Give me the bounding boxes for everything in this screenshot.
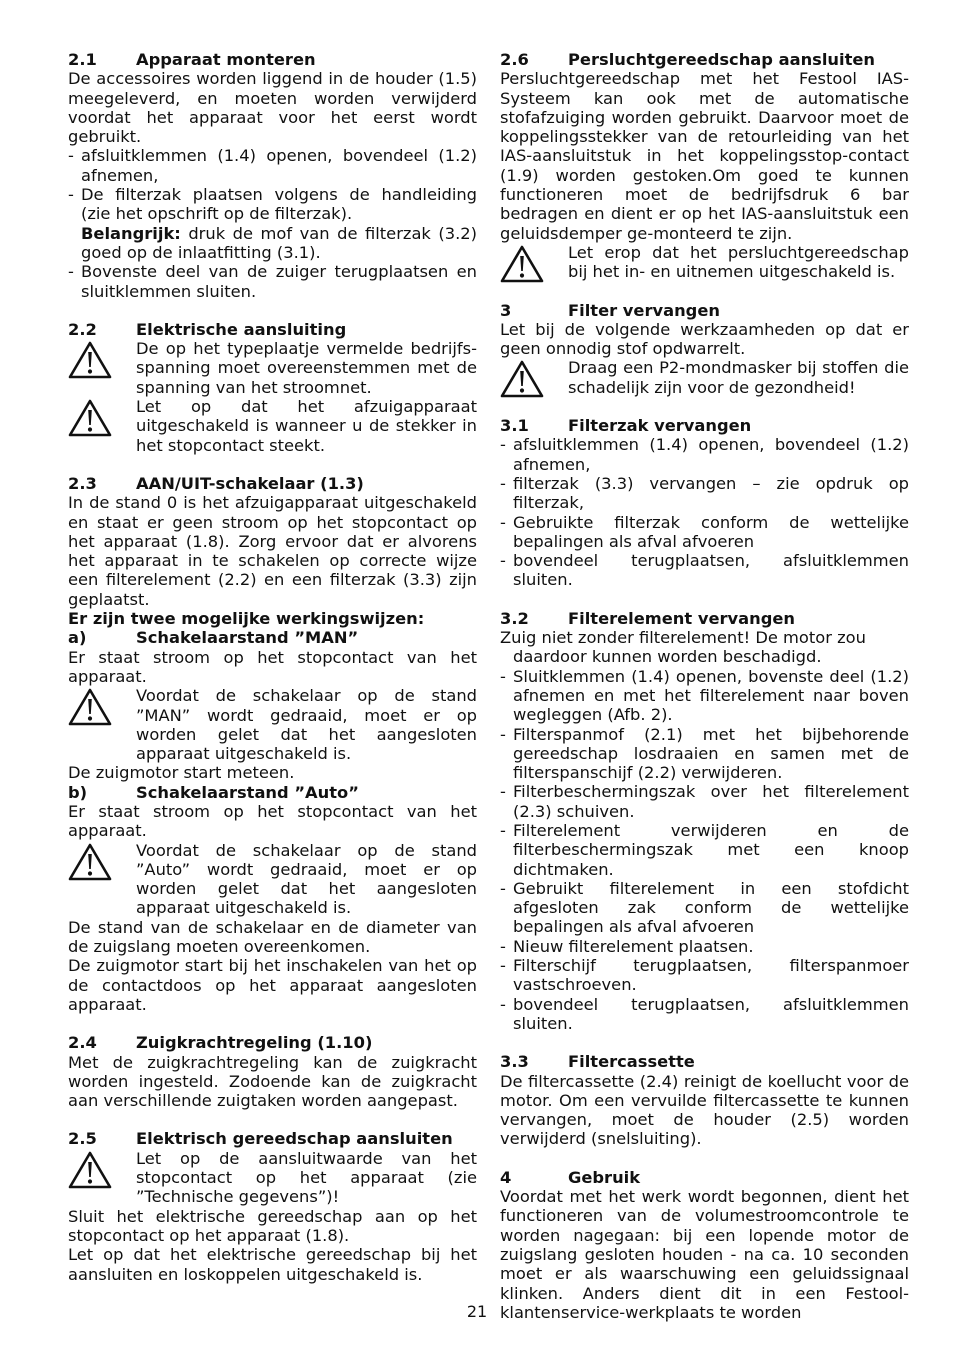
- warning-triangle-icon: [68, 1149, 136, 1187]
- warning-block: Voordat de schakelaar op de stand ”MAN” wordt gedraaid, moet er op worden gelet dat het aangesloten apparaat uitgeschakeld is.: [68, 686, 477, 763]
- warning-block: Let erop dat het persluchtgereedschap bij het in- en uitnemen uitgeschakeld is.: [500, 243, 909, 282]
- section-heading: 3.2 Filterelement vervangen: [500, 608, 796, 628]
- section-heading: 3.3 Filtercassette: [500, 1052, 695, 1072]
- paragraph: De zuigmotor start meteen.: [68, 763, 295, 783]
- section-3-2: [500, 609, 909, 1034]
- section-heading: 2.1 Apparaat monteren: [68, 50, 316, 69]
- warning-triangle-icon: [500, 358, 568, 396]
- paragraph: Let bij de volgende werkzaamheden op dat er geen onnodig stof opdwarrelt.: [500, 319, 909, 359]
- warning-block: De op het typeplaatje vermelde bedrijfs-spanning moet overeenstemmen met de spanning van het stroomnet.: [68, 339, 477, 397]
- warning-block: Voordat de schakelaar op de stand ”Auto” wordt gedraaid, moet er op worden gelet dat het aangesloten apparaat uitgeschakeld is.: [68, 841, 477, 918]
- paragraph: Voordat met het werk wordt begonnen, dient het functioneren van de volumestroomcontrole te worden nagegaan: bij een lopende motor de zuigslang gesloten houden - na ca. 10 seconden moet er als waarschuwing een geluidssignaal klinken. Anders dient dit in een Festool-klantenservice-werkplaats te worden: [500, 1187, 909, 1322]
- warning-triangle-icon: [68, 686, 136, 724]
- modes-heading: Er zijn twee mogelijke werkingswijzen:: [68, 609, 425, 629]
- list-item: - Filterspanmof (2.1) met het bijbehorende gereedschap losdraaien en samen met de filterspanschijf (2.2) verwijderen.: [500, 724, 909, 783]
- list-item: - afsluitklemmen (1.4) openen, bovendeel (1.2) afnemen,: [500, 435, 909, 474]
- list-item: - Nieuw filterelement plaatsen.: [500, 936, 754, 956]
- list-item: - Gebruikte filterzak conform de wettelijke bepalingen als afval afvoeren: [500, 512, 909, 551]
- paragraph: Persluchtgereedschap met het Festool IAS-Systeem kan ook met de automatische stofafzuiging worden gebruikt. Daarvoor moet de koppelingsstekker van de retourleiding van het IAS-aansluitstuk in het koppelingsstop-contact (1.9) worden gestoken.Om goed te kunnen functioneren moet de bedrijfsdruk 6 bar bedragen en dient er op het IAS-aansluitstuk een geluidsdemper ge-monteerd te zijn.: [500, 69, 909, 243]
- section-2-2: [68, 320, 477, 455]
- paragraph: Let op dat het elektrische gereedschap bij het aansluiten en loskoppelen uitgeschakeld is.: [68, 1245, 477, 1284]
- section-2-6: [500, 50, 909, 282]
- section-heading: 4 Gebruik: [500, 1167, 641, 1187]
- section-3-3: [500, 1052, 909, 1148]
- paragraph: Er staat stroom op het stopcontact van het apparaat.: [68, 801, 477, 841]
- section-heading: 3 Filter vervangen: [500, 300, 720, 320]
- list-item: - Gebruikt filterelement in een stofdicht afgesloten zak conform de wettelijke bepalingen als afval afvoeren: [500, 878, 909, 937]
- paragraph: Er staat stroom op het stopcontact van het apparaat.: [68, 647, 477, 686]
- section-2-3: [68, 474, 477, 1014]
- section-2-4: [68, 1033, 477, 1110]
- warning-triangle-icon: [68, 339, 136, 377]
- section-heading: 2.5 Elektrisch gereedschap aansluiten: [68, 1129, 453, 1149]
- list-item: - Sluitklemmen (1.4) openen, bovenste deel (1.2) afnemen en met het filterelement naar boven wegleggen (Afb. 2).: [500, 666, 909, 725]
- paragraph: Met de zuigkrachtregeling kan de zuigkracht worden ingesteld. Zodoende kan de zuigkracht aan verschillende zuigtaken worden aangepast.: [68, 1052, 477, 1111]
- paragraph: Sluit het elektrische gereedschap aan op het stopcontact op het apparaat (1.8).: [68, 1206, 477, 1245]
- important-note: Belangrijk: druk de mof van de filterzak (3.2) goed op de inlaatfitting (3.1).: [81, 223, 477, 262]
- paragraph: De filtercassette (2.4) reinigt de koellucht voor de motor. Om een vervuilde filtercassette te kunnen vervangen, moet de houder (2.5) worden verwijderd (snelsluiting).: [500, 1071, 909, 1149]
- paragraph: De accessoires worden liggend in de houder (1.5) meegeleverd, en moeten worden verwijderd voordat het apparaat voor het eerst wordt gebruikt.: [68, 69, 477, 147]
- section-3: [500, 301, 909, 397]
- section-heading: 2.3 AAN/UIT-schakelaar (1.3): [68, 473, 364, 493]
- section-4: [500, 1168, 909, 1322]
- section-2-5: [68, 1129, 477, 1283]
- warning-block: Draag een P2-mondmasker bij stoffen die schadelijk zijn voor de gezondheid!: [500, 358, 909, 397]
- list-item: - afsluitklemmen (1.4) openen, bovendeel (1.2) afnemen,: [68, 146, 477, 185]
- section-3-1: [500, 416, 909, 590]
- paragraph: De zuigmotor start bij het inschakelen van het op de contactdoos op het apparaat aangesloten apparaat.: [68, 956, 477, 1014]
- list-item: - De filterzak plaatsen volgens de handleiding (zie het opschrift op de filterzak).: [68, 185, 477, 224]
- section-heading: 2.2 Elektrische aansluiting: [68, 319, 347, 339]
- paragraph-continued: daardoor kunnen worden beschadigd.: [513, 647, 822, 667]
- list-item: - Bovenste deel van de zuiger terugplaatsen en sluitklemmen sluiten.: [68, 262, 477, 301]
- list-item: - bovendeel terugplaatsen, afsluitklemmen sluiten.: [500, 994, 909, 1033]
- list-item: - Filterbeschermingszak over het filterelement (2.3) schuiven.: [500, 782, 909, 821]
- section-heading: 3.1 Filterzak vervangen: [500, 416, 752, 436]
- paragraph: In de stand 0 is het afzuigapparaat uitgeschakeld en staat er geen stroom op het stopcontact op het apparaat (1.8). Zorg ervoor dat er alvorens het apparaat in te schakelen op correcte wijze een filterelement (2.2) en een filterzak (3.3) zijn geplaatst.: [68, 493, 477, 609]
- paragraph: Zuig niet zonder filterelement! De motor zou: [500, 628, 866, 648]
- left-column: [68, 50, 477, 1303]
- right-column: [500, 50, 909, 1341]
- warning-triangle-icon: [68, 397, 136, 435]
- paragraph: De stand van de schakelaar en de diameter van de zuigslang moeten overeenkomen.: [68, 917, 477, 957]
- list-item: - Filterschijf terugplaatsen, filterspanmoer vastschroeven.: [500, 956, 909, 995]
- warning-block: Let op de aansluitwaarde van het stopcontact op het apparaat (zie ”Technische gegevens”)!: [68, 1149, 477, 1207]
- warning-triangle-icon: [500, 243, 568, 281]
- list-item: - filterzak (3.3) vervangen – zie opdruk op filterzak,: [500, 473, 909, 513]
- section-2-1: [68, 50, 477, 301]
- section-heading: 2.4 Zuigkrachtregeling (1.10): [68, 1033, 373, 1053]
- section-heading: 2.6 Persluchtgereedschap aansluiten: [500, 50, 876, 69]
- list-item: - bovendeel terugplaatsen, afsluitklemmen sluiten.: [500, 551, 909, 590]
- page-number: 21: [466, 1302, 488, 1321]
- list-item: - Filterelement verwijderen en de filterbeschermingszak met een knoop dichtmaken.: [500, 820, 909, 879]
- subheading-b: b) Schakelaarstand ”Auto”: [68, 782, 359, 802]
- warning-triangle-icon: [68, 841, 136, 879]
- subheading-a: a) Schakelaarstand ”MAN”: [68, 628, 359, 648]
- warning-block: Let op dat het afzuigapparaat uitgeschakeld is wanneer u de stekker in het stopcontact steekt.: [68, 397, 477, 455]
